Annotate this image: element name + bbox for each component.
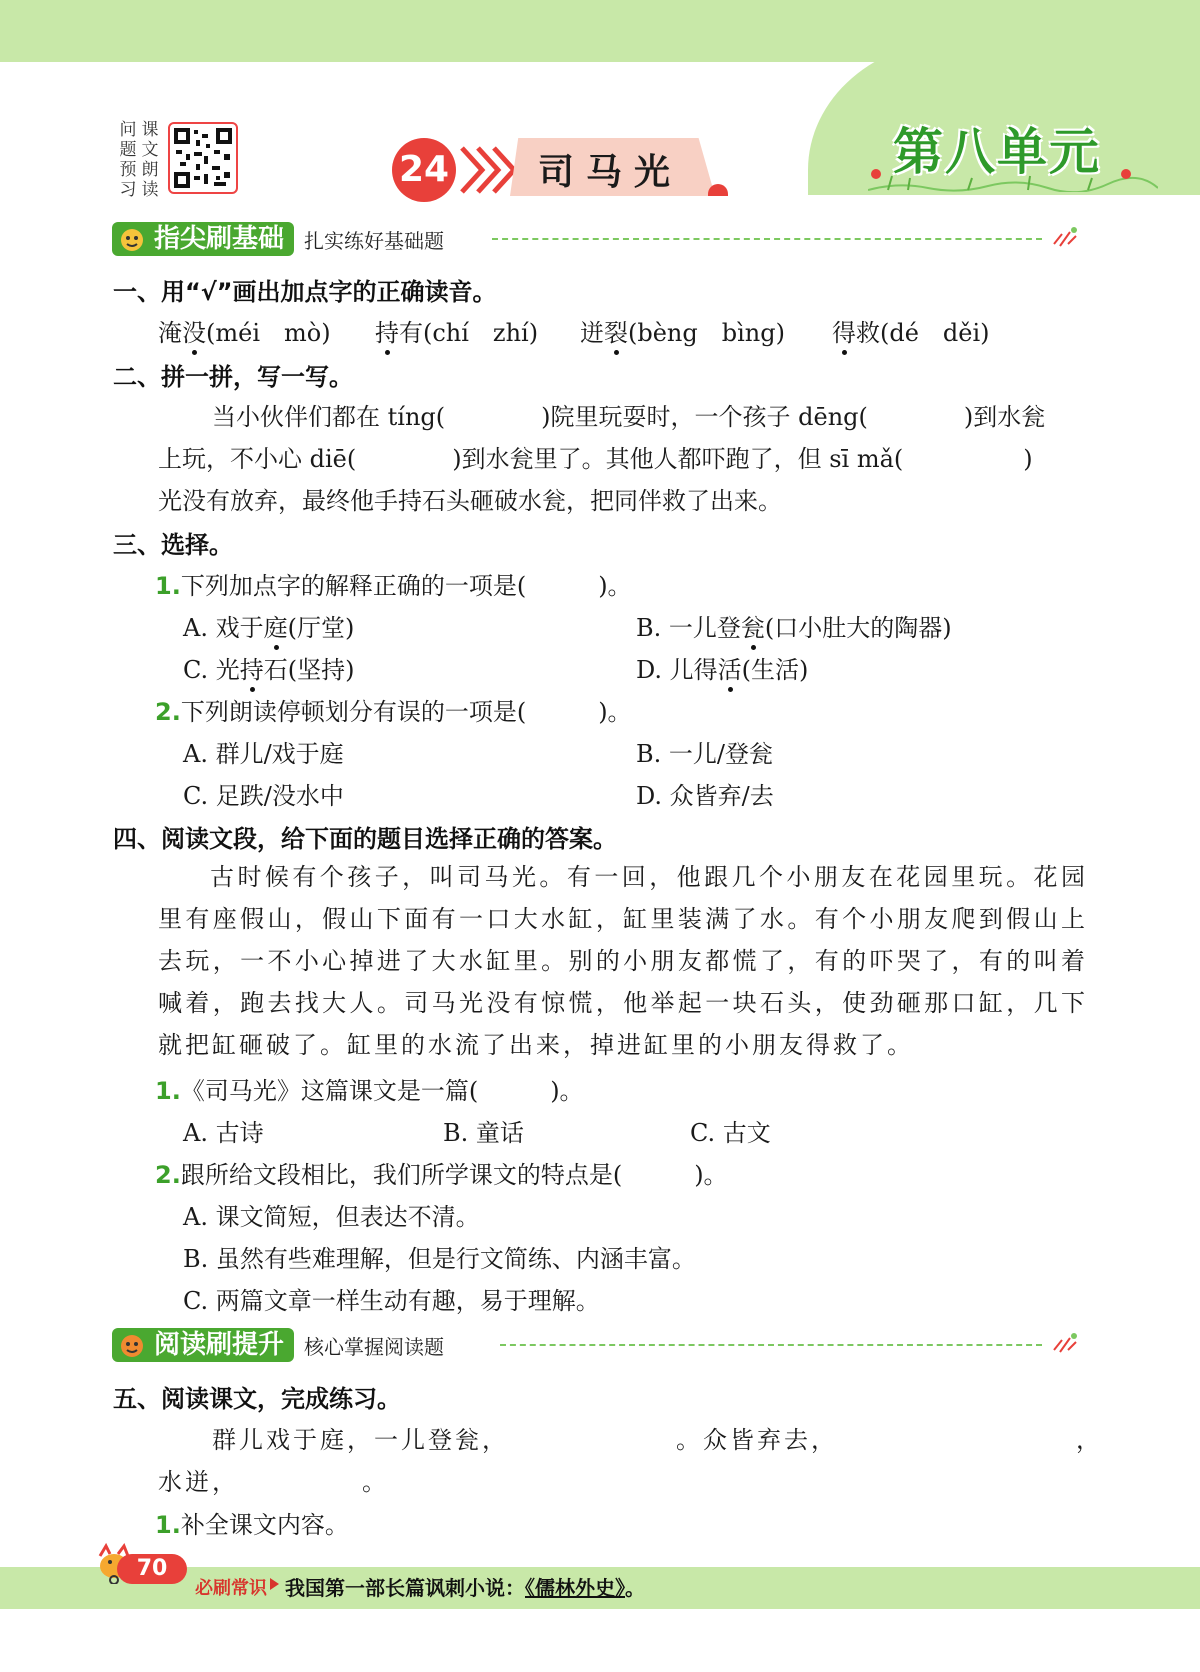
q2-line-3: 光没有放弃，最终他手持石头砸破水瓮，把同伴救了出来。 (158, 487, 782, 515)
q4-sub1-text[interactable]: 《司马光》这篇课文是一篇( )。 (180, 1077, 584, 1105)
q4-sub1-number: 1. (155, 1077, 181, 1105)
q4-sub1-option-a[interactable]: A. 古诗 (183, 1119, 264, 1147)
lesson-number: 24 (392, 138, 456, 202)
q5-sub1-number: 1. (155, 1511, 181, 1539)
q1-item-2 (375, 313, 538, 348)
option-a-dot-char: 庭 (263, 614, 288, 642)
q4-sub2-option-a[interactable]: A. 课文简短，但表达不清。 (183, 1203, 480, 1231)
q2-line-1[interactable]: 当小伙伴们都在 tíng( )院里玩耍时，一个孩子 dēng( )到水瓮 (212, 403, 1046, 431)
q2-line-2[interactable]: 上玩，不小心 diē( )到水瓮里了。其他人都吓跑了，但 sī mǎ( ) (158, 445, 1033, 473)
section-badge-label: 指尖刷基础 (154, 224, 285, 254)
qr-labels (118, 120, 160, 200)
q1-item-4-post: 救 (856, 319, 880, 347)
section-subtitle: 核心掌握阅读题 (304, 1334, 445, 1359)
qr-label-right: 课文朗读 (141, 120, 159, 200)
option-a-pre: A. 戏于 (183, 614, 264, 642)
page-number: 70 (117, 1554, 187, 1584)
q5-sub1 (155, 1505, 349, 1540)
q5-line-1-part-c: ， (1076, 1426, 1100, 1454)
option-c-post: 石(坚持) (263, 656, 355, 684)
q1-item-3-pre: 迸 (580, 319, 604, 347)
q1-title: 一、用“√”画出加点字的正确读音。 (113, 278, 497, 306)
lesson-title: 司马光 (538, 152, 683, 193)
option-d-dot-char: 活 (717, 656, 742, 684)
option-c-dot-char: 持 (239, 656, 264, 684)
q1-item-4-dot-char: 得 (832, 319, 856, 347)
option-a-post: (厅堂) (287, 614, 355, 642)
qr-label-left: 问题预习 (119, 120, 137, 200)
option-b-pre: B. 一儿登 (636, 614, 741, 642)
q3-sub2 (155, 692, 632, 727)
footer-label: 必刷常识 (195, 1578, 267, 1599)
q3-sub2-number: 2. (155, 698, 181, 726)
q5-title: 五、阅读课文，完成练习。 (113, 1385, 401, 1413)
q3-sub1-option-b[interactable] (636, 608, 952, 643)
q3-sub2-option-b[interactable]: B. 一儿/登瓮 (636, 740, 773, 768)
sparkle-icon (1050, 224, 1080, 248)
q1-item-2-options[interactable]: (chí zhí) (423, 319, 539, 347)
q3-sub1-number: 1. (155, 572, 181, 600)
q3-sub2-text[interactable]: 下列朗读停顿划分有误的一项是( )。 (180, 698, 632, 726)
section-divider (500, 1344, 1042, 1348)
sparkle-icon (1050, 1330, 1080, 1354)
q4-sub1-option-c[interactable]: C. 古文 (690, 1119, 771, 1147)
q1-item-1 (158, 313, 331, 348)
unit-title: 第八单元 (893, 123, 1101, 181)
q3-sub2-option-c[interactable]: C. 足跌/没水中 (183, 782, 344, 810)
q4-sub2 (155, 1155, 728, 1190)
q5-sub1-text: 补全课文内容。 (180, 1511, 349, 1539)
q4-title: 四、阅读文段，给下面的题目选择正确的答案。 (113, 825, 617, 853)
q1-item-3-dot-char: 裂 (604, 319, 628, 347)
footer-book-title: 《儒林外史》 (525, 1576, 625, 1600)
option-c-pre: C. 光 (183, 656, 240, 684)
q4-sub2-number: 2. (155, 1161, 181, 1189)
q1-item-2-post: 有 (399, 319, 423, 347)
q5-line-1-part-b: 。众皆弃去， (676, 1426, 838, 1454)
section-subtitle: 扎实练好基础题 (304, 228, 445, 253)
grass-decoration-icon (868, 168, 1158, 192)
q1-item-1-dot-char: 没 (182, 319, 206, 347)
q1-item-2-dot-char: 持 (375, 319, 399, 347)
q4-sub1-option-b[interactable]: B. 童话 (443, 1119, 524, 1147)
section-badge-label: 阅读刷提升 (154, 1330, 285, 1360)
q1-item-4 (832, 313, 990, 348)
q5-line-2-part-a: 水迸， (158, 1468, 239, 1496)
q3-sub1-option-a[interactable] (183, 608, 354, 643)
section-banner-basics (112, 220, 444, 258)
q3-sub1 (155, 566, 632, 601)
q5-line-1-part-a: 群儿戏于庭，一儿登瓮， (212, 1426, 509, 1454)
q3-sub1-text[interactable]: 下列加点字的解释正确的一项是( )。 (180, 572, 632, 600)
section-badge-basics (112, 222, 294, 256)
option-d-post: (生活) (741, 656, 809, 684)
q1-item-4-options[interactable]: (dé děi) (880, 319, 990, 347)
q3-title: 三、选择。 (113, 531, 233, 559)
footer-text-pre: 我国第一部长篇讽刺小说： (285, 1576, 525, 1600)
q1-item-1-options[interactable]: (méi mò) (206, 319, 331, 347)
q4-sub2-option-c[interactable]: C. 两篇文章一样生动有趣，易于理解。 (183, 1287, 600, 1315)
q3-sub2-option-d[interactable]: D. 众皆弃/去 (636, 782, 774, 810)
footer-text (285, 1572, 645, 1601)
qr-code-icon (174, 128, 232, 188)
q4-sub2-text[interactable]: 跟所给文段相比，我们所学课文的特点是( )。 (180, 1161, 728, 1189)
mascot-icon (116, 224, 148, 254)
q2-title: 二、拼一拼，写一写。 (113, 363, 353, 391)
section-divider (492, 238, 1042, 242)
q3-sub1-option-c[interactable] (183, 650, 355, 685)
q1-item-3-options[interactable]: (bèng bìng) (628, 319, 785, 347)
q1-item-3 (580, 313, 785, 348)
q1-item-1-pre: 淹 (158, 319, 182, 347)
q4-sub2-option-b[interactable]: B. 虽然有些难理解，但是行文简练、内涵丰富。 (183, 1245, 696, 1273)
qr-code[interactable] (168, 122, 238, 194)
q3-sub2-option-a[interactable]: A. 群儿/戏于庭 (183, 740, 344, 768)
footer-text-post: 。 (625, 1576, 645, 1600)
option-d-pre: D. 儿得 (636, 656, 718, 684)
q4-sub1 (155, 1071, 584, 1106)
option-b-post: (口小肚大的陶器) (764, 614, 952, 642)
option-b-dot-char: 瓮 (740, 614, 765, 642)
section-badge-reading (112, 1328, 294, 1362)
section-banner-reading (112, 1326, 444, 1364)
mascot-icon (116, 1330, 148, 1360)
q3-sub1-option-d[interactable] (636, 650, 808, 685)
q5-line-2-part-b: 。 (362, 1468, 386, 1496)
arrow-right-icon (270, 1578, 279, 1590)
q4-passage: 古时候有个孩子，叫司马光。有一回，他跟几个小朋友在花园里玩。花园里有座假山，假山下面有一口大水缸，缸里装满了水。有个小朋友爬到假山上去玩，一不小心掉进了大水缸里。别的小朋友都慌了，有的吓哭了，有的叫着喊着，跑去找大人。司马光没有惊慌，他举起一块石头，使劲砸那口缸，几下就把缸砸破了。缸里的水流了出来，掉进缸里的小朋友得救了。 (158, 863, 1088, 1059)
